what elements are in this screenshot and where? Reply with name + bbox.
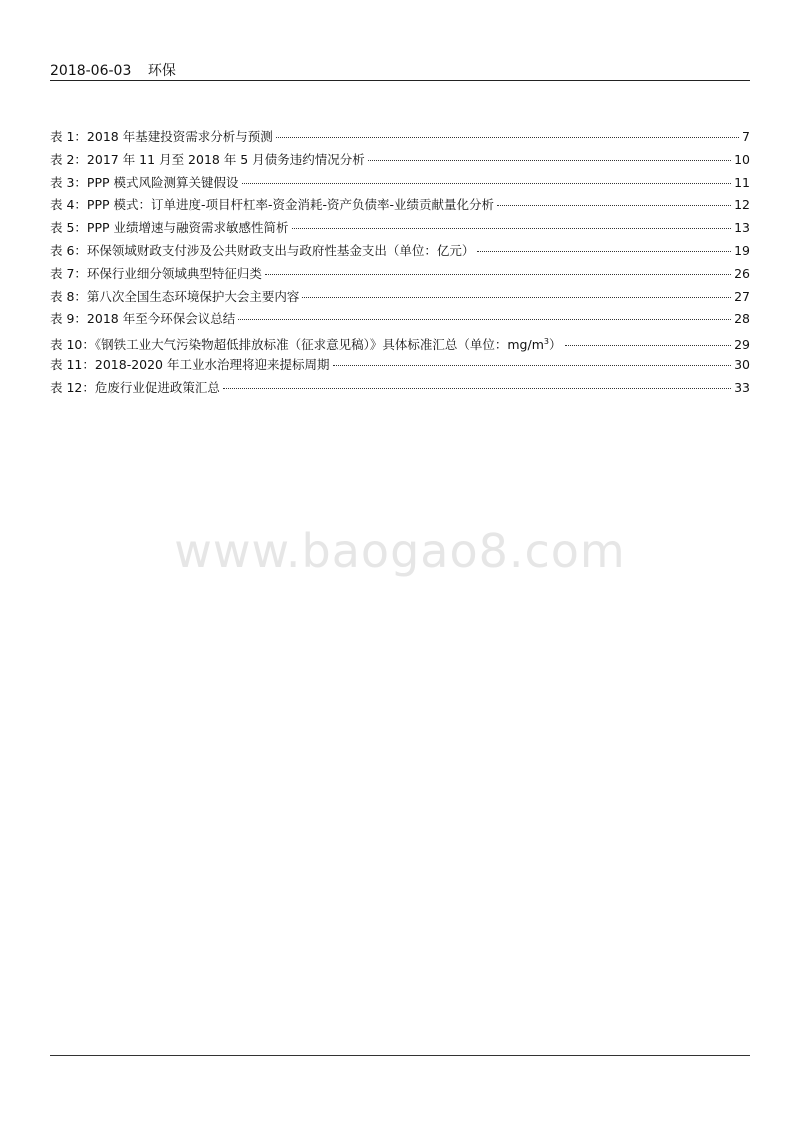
toc-entry-page: 7 <box>742 129 750 144</box>
toc-entry[interactable] <box>50 308 750 331</box>
toc-leader <box>333 365 732 366</box>
toc-entry[interactable] <box>50 263 750 286</box>
toc-entry[interactable] <box>50 194 750 217</box>
toc-entry-label: 表 4：PPP 模式：订单进度-项目杆杠率-资金消耗-资产负债率-业绩贡献量化分析 <box>50 197 495 213</box>
toc-entry-page: 10 <box>734 151 750 167</box>
toc-entry-label: 表 3：PPP 模式风险测算关键假设 <box>50 174 239 190</box>
header-date: 2018-06-03 <box>50 63 132 79</box>
toc-entry-page: 33 <box>734 379 750 395</box>
toc-entry[interactable] <box>50 217 750 240</box>
toc-entry[interactable] <box>50 126 750 149</box>
page-header <box>50 61 750 81</box>
toc-entry-label: 表 9：2018 年至今环保会议总结 <box>50 311 236 327</box>
toc-leader <box>497 205 731 206</box>
toc-leader <box>223 388 731 389</box>
toc-leader <box>565 345 732 346</box>
toc-entry[interactable] <box>50 172 750 195</box>
toc-leader <box>477 251 731 252</box>
toc-entry[interactable] <box>50 331 750 354</box>
toc-entry-label: 表 7：环保行业细分领域典型特征归类 <box>50 265 262 281</box>
toc-entry-page: 19 <box>734 242 750 258</box>
toc-entry-label-text: 表 10：《钢铁工业大气污染物超低排放标准（征求意见稿）》具体标准汇总（单位：mg/m <box>50 337 544 353</box>
header-section: 环保 <box>147 63 176 79</box>
toc-entry-page: 13 <box>734 220 750 236</box>
toc-leader <box>238 319 731 320</box>
watermark: www.baogao8.com <box>174 524 626 578</box>
toc-entry[interactable] <box>50 286 750 309</box>
toc-entry-page: 27 <box>734 288 750 304</box>
toc-entry-label: 表 2：2017 年 11 月至 2018 年 5 月债务违约情况分析 <box>50 151 365 167</box>
toc-entry[interactable] <box>50 240 750 263</box>
toc-entry[interactable] <box>50 377 750 400</box>
toc-entry-label: 表 6：环保领域财政支付涉及公共财政支出与政府性基金支出（单位：亿元） <box>50 242 475 258</box>
toc-entry-page: 11 <box>734 174 750 190</box>
toc-entry-label: 表 5：PPP 业绩增速与融资需求敏感性简析 <box>50 220 289 236</box>
toc-leader <box>302 297 731 298</box>
toc-entry[interactable] <box>50 354 750 377</box>
toc-entry[interactable] <box>50 149 750 172</box>
toc-entry-label-tail: ） <box>548 337 562 353</box>
toc-leader <box>368 160 731 161</box>
toc-leader <box>292 228 732 229</box>
toc-entry-page: 30 <box>734 356 750 372</box>
table-of-contents <box>50 126 750 400</box>
toc-entry-page: 28 <box>734 311 750 327</box>
toc-leader <box>242 183 732 184</box>
toc-entry-page: 26 <box>734 265 750 281</box>
toc-entry-label: 表 8：第八次全国生态环境保护大会主要内容 <box>50 288 300 304</box>
toc-entry-page: 29 <box>734 337 750 353</box>
toc-entry-label: 表 12：危废行业促进政策汇总 <box>50 379 220 395</box>
toc-leader <box>276 137 739 138</box>
superscript-exponent: 3 <box>543 337 549 347</box>
toc-entry-page: 12 <box>734 197 750 213</box>
toc-entry-label: 表 1：2018 年基建投资需求分析与预测 <box>50 129 273 144</box>
header-divider <box>50 80 750 81</box>
toc-entry-label: 表 11：2018-2020 年工业水治理将迎来提标周期 <box>50 356 330 372</box>
footer-divider <box>50 1055 750 1056</box>
toc-leader <box>265 274 731 275</box>
